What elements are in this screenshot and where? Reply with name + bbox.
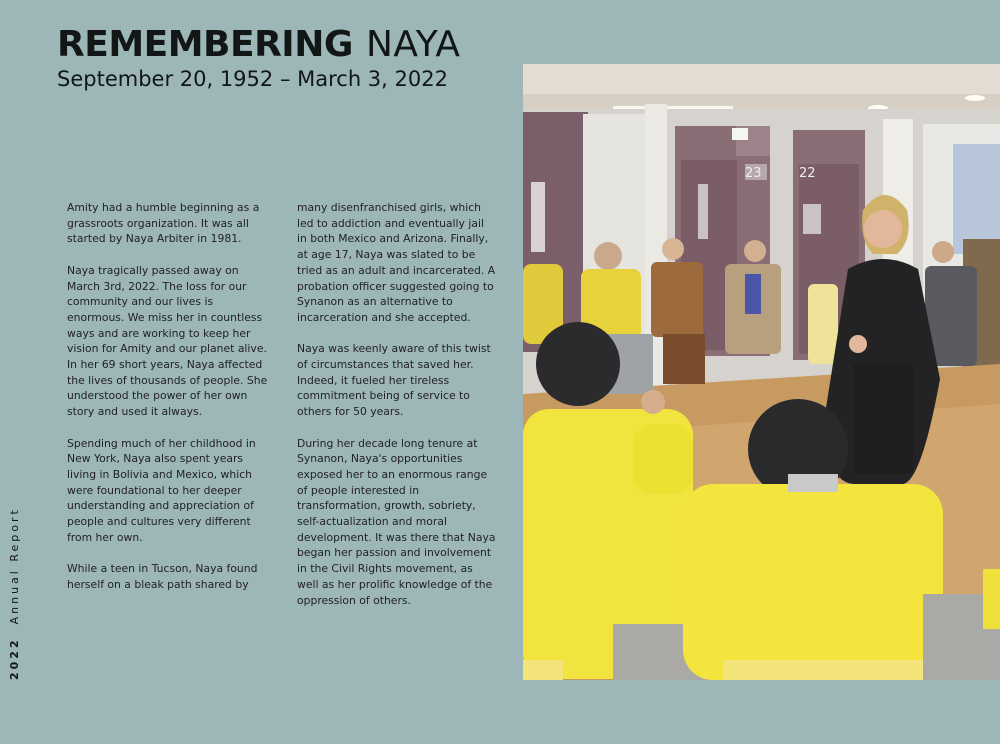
title-light: NAYA [365,24,461,65]
paragraph: Naya tragically passed away on March 3rd, 2022. The loss for our community and our lives is enormous. We miss her in countless ways and are working to keep her vision for Amity and our planet alive. In her 69 short years, Naya affected the lives of thousands of people. She understood the power of her own story and used it always. [67,263,268,419]
group-photo [523,64,1000,680]
annual-report-label [8,507,21,680]
door-number-22: 22 [799,166,816,181]
date-range: September 20, 1952 – March 3, 2022 [57,67,448,91]
page-title [57,24,461,66]
paragraph: Spending much of her childhood in New York, Naya also spent years living in Bolivia and Mexico, which were foundational to her deeper understanding and appreciation of people and cultures very different from her own. [67,436,256,544]
door-number-23: 23 [745,166,762,181]
paragraph: While a teen in Tucson, Naya found herself on a bleak path shared by [67,562,258,591]
paragraph: Amity had a humble beginning as a grassroots organization. It was all started by Naya Arbiter in 1981. [67,201,260,246]
paragraph: Naya was keenly aware of this twist of circumstances that saved her. Indeed, it fueled her tireless commitment being of service to others for 50 years. [297,342,491,419]
paragraph: During her decade long tenure at Synanon, Naya's opportunities exposed her to an enormous range of people interested in transformation, growth, sobriety, self-actualization and moral development. It was there that Naya began her passion and involvement in the Civil Rights movement, as well as her prolific knowledge of the oppression of others. [297,436,496,607]
text-column-left [67,200,272,608]
text-column-right [297,200,497,624]
report-year: 2022 [8,637,21,680]
paragraph: many disenfranchised girls, which led to addiction and eventually jail in both Mexico and Arizona. Finally, at age 17, Naya was slated to be tried as an adult and incarcerated. A probation officer suggested going to Synanon as an alternative to incarceration and she accepted. [297,201,496,324]
title-bold: REMEMBERING [57,24,353,65]
report-label: Annual Report [8,507,21,625]
